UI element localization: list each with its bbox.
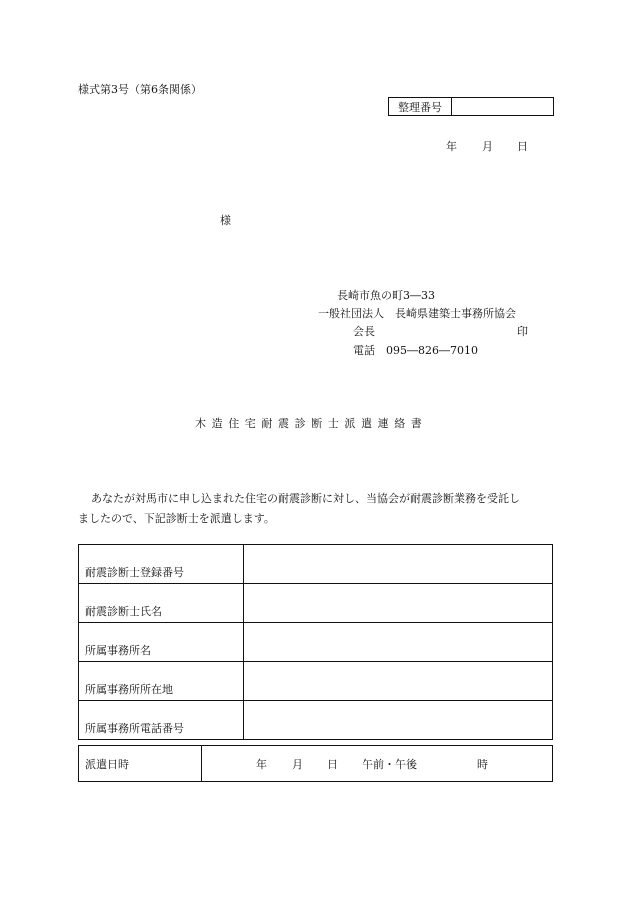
body-text-line-1: あなたが対馬市に申し込まれた住宅の耐震診断に対し、当協会が耐震診断業務を受託し [91, 492, 520, 505]
form-number: 様式第3号（第6条関係） [78, 83, 202, 96]
sender-phone-row [353, 342, 478, 358]
table-row [79, 545, 553, 584]
reference-number-label: 整理番号 [389, 98, 452, 115]
seal-mark: 印 [517, 325, 528, 338]
dispatch-month: 月 [292, 757, 303, 771]
table-row [79, 701, 553, 740]
dispatch-datetime-field[interactable] [202, 746, 553, 782]
row-label: 耐震診断士登録番号 [79, 545, 244, 584]
row-label: 所属事務所電話番号 [79, 701, 244, 740]
sender-phone-label: 電話 [353, 344, 375, 357]
dispatch-year: 年 [256, 757, 267, 771]
body-text-line-2: ましたので、下記診断士を派遣します。 [78, 512, 275, 525]
row-label: 所属事務所名 [79, 623, 244, 662]
table-row [79, 623, 553, 662]
row-value-field[interactable] [244, 623, 553, 662]
diagnostician-info-table [78, 544, 553, 740]
date-day: 日 [517, 140, 528, 153]
reference-number-field[interactable] [452, 98, 553, 115]
row-label: 耐震診断士氏名 [79, 584, 244, 623]
table-row [79, 662, 553, 701]
row-value-field[interactable] [244, 662, 553, 701]
sender-organization: 一般社団法人 長崎県建築士事務所協会 [318, 307, 516, 320]
table-row [79, 746, 553, 782]
dispatch-day: 日 [327, 757, 338, 771]
sender-title: 会長 [353, 325, 375, 338]
sender-address: 長崎市魚の町3―33 [337, 289, 435, 302]
sender-phone: 095―826―7010 [386, 344, 478, 357]
dispatch-hour: 時 [477, 757, 488, 771]
dispatch-datetime-table [78, 745, 553, 782]
addressee-suffix: 様 [220, 214, 231, 227]
dispatch-ampm: 午前・午後 [362, 757, 417, 771]
table-row [79, 584, 553, 623]
reference-number-box [388, 97, 554, 116]
date-month: 月 [482, 140, 493, 153]
document-title: 木造住宅耐震診断士派遣連絡書 [195, 417, 428, 430]
dispatch-label: 派遣日時 [79, 746, 202, 782]
row-value-field[interactable] [244, 584, 553, 623]
row-label: 所属事務所所在地 [79, 662, 244, 701]
date-year: 年 [446, 140, 457, 153]
row-value-field[interactable] [244, 701, 553, 740]
row-value-field[interactable] [244, 545, 553, 584]
